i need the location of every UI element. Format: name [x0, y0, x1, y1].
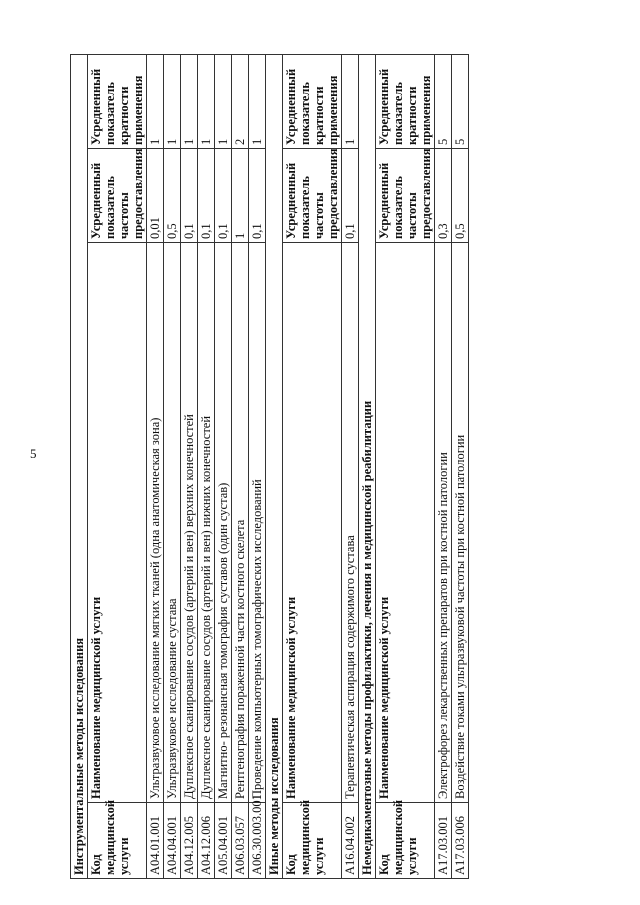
header-code: Код медицинской услуги: [283, 803, 342, 879]
service-code: A06.30.003.001: [249, 803, 266, 879]
header-name: Наименование медицинской услуги: [283, 243, 342, 803]
service-multiplicity: 1: [147, 54, 164, 148]
table-header-row: [376, 54, 435, 878]
service-multiplicity: 1: [342, 54, 359, 148]
service-multiplicity: 2: [232, 54, 249, 148]
section-non-drug-methods: [359, 54, 469, 878]
table-header-row: [88, 54, 147, 878]
header-frequency: Усредненный показатель частоты предоставления: [88, 149, 147, 243]
section-title: Немедикаментозные методы профилактики, лечения и медицинской реабилитации: [359, 54, 376, 878]
service-frequency: 0,1: [249, 149, 266, 243]
table-row: [452, 54, 469, 878]
service-name: Терапевтическая аспирация содержимого сустава: [342, 243, 359, 803]
service-name: Ультразвуковое исследование сустава: [164, 243, 181, 803]
service-multiplicity: 1: [215, 54, 232, 148]
service-multiplicity: 5: [452, 54, 469, 148]
service-name: Проведение компьютерных томографических исследований: [249, 243, 266, 803]
service-name: Воздействие токами ультразвуковой частоты при костной патологии: [452, 243, 469, 803]
table-header-row: [283, 54, 342, 878]
section-title: Инструментальные методы исследования: [71, 54, 88, 878]
service-frequency: 0,01: [147, 149, 164, 243]
table-row: [164, 54, 181, 878]
service-code: A17.03.001: [435, 803, 452, 879]
header-code: Код медицинской услуги: [88, 803, 147, 879]
service-multiplicity: 1: [164, 54, 181, 148]
table-row: [435, 54, 452, 878]
header-frequency: Усредненный показатель частоты предоставления: [283, 149, 342, 243]
service-code: A05.04.001: [215, 803, 232, 879]
header-multiplicity: Усредненный показатель кратности применения: [88, 54, 147, 148]
table-row: [181, 54, 198, 878]
service-frequency: 0,1: [181, 149, 198, 243]
service-name: Рентгенография пораженной части костного скелета: [232, 243, 249, 803]
service-code: A04.12.005: [181, 803, 198, 879]
table-row: [342, 54, 359, 878]
service-frequency: 0,3: [435, 149, 452, 243]
service-frequency: 0,5: [452, 149, 469, 243]
service-code: A04.04.001: [164, 803, 181, 879]
table-row: [147, 54, 164, 878]
section-instrumental: [71, 54, 266, 878]
header-name: Наименование медицинской услуги: [88, 243, 147, 803]
service-multiplicity: 5: [435, 54, 452, 148]
header-name: Наименование медицинской услуги: [376, 243, 435, 803]
header-code: Код медицинской услуги: [376, 803, 435, 879]
service-code: A04.12.006: [198, 803, 215, 879]
rotated-table-wrapper: [70, 55, 569, 879]
table-row: [215, 54, 232, 878]
service-name: Ультразвуковое исследование мягких тканей (одна анатомическая зона): [147, 243, 164, 803]
section-title: Иные методы исследования: [266, 54, 283, 878]
page-number: 5: [30, 446, 37, 461]
services-table: [70, 54, 469, 879]
header-multiplicity: Усредненный показатель кратности применения: [376, 54, 435, 148]
header-multiplicity: Усредненный показатель кратности применения: [283, 54, 342, 148]
service-frequency: 0,1: [215, 149, 232, 243]
table-row: [198, 54, 215, 878]
service-multiplicity: 1: [198, 54, 215, 148]
header-frequency: Усредненный показатель частоты предоставления: [376, 149, 435, 243]
service-code: A06.03.057: [232, 803, 249, 879]
service-frequency: 1: [232, 149, 249, 243]
service-name: Магнитно- резонансная томография суставов (один сустав): [215, 243, 232, 803]
service-name: Дуплексное сканирование сосудов (артерий и вен) нижних конечностей: [198, 243, 215, 803]
service-frequency: 0,5: [164, 149, 181, 243]
service-code: A16.04.002: [342, 803, 359, 879]
service-multiplicity: 1: [249, 54, 266, 148]
service-name: Дуплексное сканирование сосудов (артерий и вен) верхних конечностей: [181, 243, 198, 803]
service-name: Электрофорез лекарственных препаратов при костной патологии: [435, 243, 452, 803]
section-other-methods: [266, 54, 359, 878]
service-code: A04.01.001: [147, 803, 164, 879]
service-frequency: 0,1: [198, 149, 215, 243]
service-multiplicity: 1: [181, 54, 198, 148]
services-sheet: [70, 55, 569, 879]
service-frequency: 0,1: [342, 149, 359, 243]
table-row: [249, 54, 266, 878]
table-row: [232, 54, 249, 878]
service-code: A17.03.006: [452, 803, 469, 879]
